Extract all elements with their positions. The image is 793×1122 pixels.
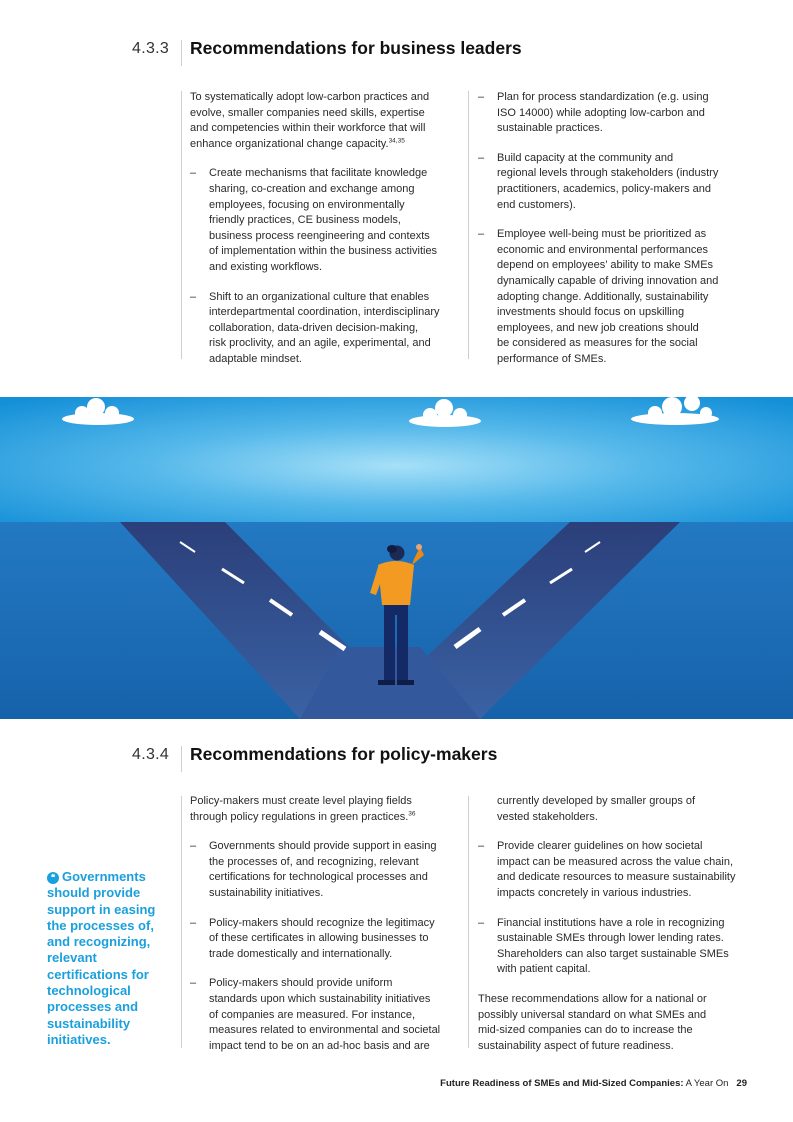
left-margin-rule (181, 91, 182, 359)
bullet-line: Shift to an organizational culture that enables (209, 290, 430, 303)
bullet-list (190, 839, 460, 1054)
policy-makers-left-column (190, 794, 460, 1054)
business-leaders-right-column (478, 90, 753, 368)
bullet-line: of these certificates in allowing businesses to (209, 932, 429, 945)
intro-line: To systematically adopt low-carbon practices and (190, 91, 430, 103)
intro-line: Policy-makers must create level playing fields (190, 795, 412, 807)
text-line: initiatives. (47, 1031, 111, 1047)
section-number: 4.3.3 (132, 40, 170, 57)
footnote-ref: 36 (408, 809, 416, 817)
bullet-line: regional levels through stakeholders (industry (497, 167, 719, 180)
text-line: certifications for (47, 966, 149, 982)
bullet-line: dynamically capable of driving innovation and (497, 274, 719, 287)
section-title: Recommendations for policy-makers (190, 744, 498, 764)
bullet-line: business process reengineering and contexts (209, 229, 430, 242)
bullet-item (478, 839, 753, 901)
bullet-line: Policy-makers should recognize the legitimacy (209, 916, 435, 929)
bullet-line: employees, focusing on environmentally (209, 198, 405, 211)
policy-makers-right-column (478, 794, 753, 1054)
header-divider (181, 40, 182, 66)
text-line: and recognizing, (47, 934, 151, 950)
text-line: vested stakeholders. (497, 810, 598, 823)
bullet-dash: – (190, 916, 197, 929)
bullet-list (190, 166, 460, 367)
text-line: should provide (47, 885, 141, 901)
text-line: relevant (47, 950, 97, 966)
text-line: mid-sized companies can do to increase the (478, 1024, 693, 1037)
bullet-line: interdepartmental coordination, interdisciplinary (209, 306, 440, 319)
text-line: the processes of, (47, 917, 154, 933)
bullet-line: end customers). (497, 198, 576, 211)
bullet-item (478, 90, 753, 137)
bullet-line: practitioners, academics, policy-makers and (497, 182, 711, 195)
bullet-line: investments should focus on upskilling (497, 306, 685, 319)
bullet-line: the processes of, and recognizing, relevant (209, 855, 419, 868)
bullet-line: Shareholders can also target sustainable SMEs (497, 947, 729, 960)
intro-paragraph (190, 794, 460, 825)
bullet-line: impact can be measured across the value chain, (497, 855, 734, 868)
pull-quote-text (47, 869, 155, 1047)
footer-report-title: Future Readiness of SMEs and Mid-Sized Companies: (440, 1078, 684, 1089)
bullet-item (190, 976, 460, 1054)
bullet-line: of implementation within the business activities (209, 245, 438, 258)
bullet-line: adaptable mindset. (209, 352, 302, 365)
bullet-line: Governments should provide support in easing (209, 840, 437, 853)
bullet-line: Employee well-being must be prioritized as (497, 228, 707, 241)
bullet-item (478, 151, 753, 213)
bullet-line: impact tend to be on an ad-hoc basis and are (209, 1039, 430, 1052)
bullet-list (478, 90, 753, 368)
intro-line: through policy regulations in green practices. (190, 810, 409, 823)
page-number: 29 (736, 1078, 747, 1089)
text-line: processes and (47, 999, 139, 1015)
footnote-ref: 34,35 (388, 137, 405, 145)
bullet-line: sustainability initiatives. (209, 886, 324, 899)
bullet-dash: – (190, 290, 197, 303)
page-footer (440, 1078, 747, 1089)
bullet-line: measures related to environmental and societal (209, 1024, 441, 1037)
bullet-line: with patient capital. (497, 963, 591, 976)
bullet-dash: – (478, 228, 485, 241)
text-line: currently developed by smaller groups of (497, 795, 696, 807)
bullet-item (190, 166, 460, 275)
crossroads-illustration (0, 397, 793, 719)
bullet-line: employees, and new job creations should (497, 321, 699, 334)
bullet-dash: – (478, 840, 485, 853)
section-title: Recommendations for business leaders (190, 38, 522, 58)
footer-report-subtitle: A Year On (683, 1078, 729, 1089)
bullet-line: adopting change. Additionally, sustainability (497, 290, 709, 303)
bullet-line: standards upon which sustainability initiatives (209, 992, 431, 1005)
bullet-line: ISO 14000) while adopting low-carbon and (497, 106, 705, 119)
section-number: 4.3.4 (132, 746, 170, 763)
bullet-line: sustainable SMEs through lower lending rates. (497, 932, 724, 945)
text-line: sustainability (47, 1015, 131, 1031)
bullet-line: be considered as measures for the social (497, 337, 698, 350)
text-line: Governments (62, 869, 146, 884)
text-line: technological (47, 983, 131, 999)
bullet-line: and existing workflows. (209, 260, 323, 273)
left-margin-rule (181, 796, 182, 1048)
bullet-dash: – (190, 977, 197, 990)
section-header-policy-makers (0, 746, 793, 776)
intro-paragraph (190, 90, 460, 152)
bullet-line: of companies are measured. For instance, (209, 1008, 416, 1021)
bullet-line: Build capacity at the community and (497, 151, 674, 164)
bullet-line: economic and environmental performances (497, 243, 708, 256)
text-line: sustainability aspect of future readiness. (478, 1039, 674, 1052)
bullet-dash: – (478, 916, 485, 929)
bullet-item (478, 227, 753, 367)
text-line: These recommendations allow for a national or (478, 992, 707, 1005)
section-header-business-leaders (0, 40, 793, 70)
bullet-line: Policy-makers should provide uniform (209, 977, 393, 990)
business-leaders-left-column (190, 90, 460, 368)
bullet-line: collaboration, data-driven decision-making, (209, 321, 419, 334)
bullet-line: Create mechanisms that facilitate knowledge (209, 167, 428, 180)
column-divider (468, 796, 469, 1048)
bullet-line: certifications for technological processes and (209, 871, 428, 884)
intro-line: enhance organizational change capacity. (190, 137, 389, 150)
bullet-line: depend on employees’ ability to make SMEs (497, 259, 714, 272)
bullet-item (190, 290, 460, 368)
text-line: possibly universal standard on what SMEs and (478, 1008, 707, 1021)
bullet-dash: – (190, 167, 197, 180)
bullet-line: friendly practices, CE business models, (209, 214, 401, 227)
bullet-line: sustainable practices. (497, 122, 603, 135)
intro-line: evolve, smaller companies need skills, expertise (190, 106, 425, 119)
bullet-line: Financial institutions have a role in recognizing (497, 916, 725, 929)
quote-mark-icon: ❝ (47, 872, 59, 884)
bullet-dash: – (478, 151, 485, 164)
bullet-item (190, 916, 460, 963)
bullet-line: Plan for process standardization (e.g. using (497, 91, 709, 103)
text-line: support in easing (47, 901, 156, 917)
bullet-line: risk proclivity, and an agile, experimental, and (209, 337, 431, 350)
column-divider (468, 91, 469, 359)
continued-paragraph (478, 794, 753, 825)
header-divider (181, 746, 182, 772)
bullet-item (478, 916, 753, 978)
bullet-line: sharing, co-creation and exchange among (209, 182, 415, 195)
bullet-line: impacts concretely in various industries. (497, 886, 692, 899)
intro-line: and competencies within their workforce that will (190, 122, 426, 135)
bullet-line: Provide clearer guidelines on how societal (497, 840, 703, 853)
bullet-dash: – (190, 840, 197, 853)
bullet-line: performance of SMEs. (497, 352, 607, 365)
bullet-item (190, 839, 460, 901)
bullet-list (478, 839, 753, 978)
bullet-line: trade domestically and internationally. (209, 947, 393, 960)
bullet-line: and dedicate resources to measure sustainability (497, 871, 736, 884)
closing-paragraph (478, 992, 753, 1054)
bullet-dash: – (478, 91, 485, 103)
pull-quote (47, 869, 167, 1048)
